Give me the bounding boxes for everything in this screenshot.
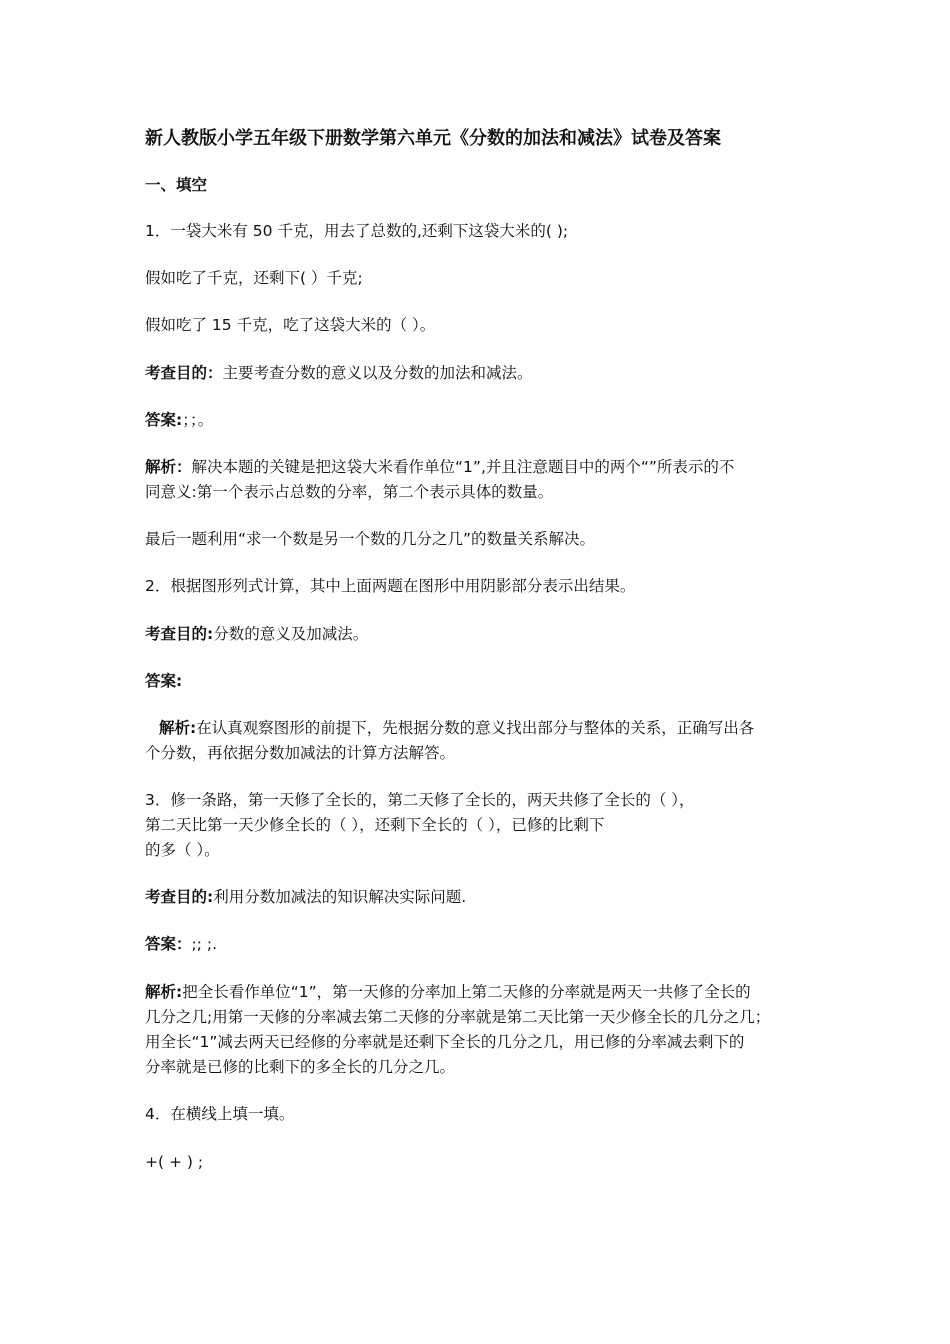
q3-purpose xyxy=(145,884,466,910)
section-heading-fill-blank: 一、填空 xyxy=(145,176,208,194)
q3-analysis-label: 解析: xyxy=(145,983,183,1001)
q2-analysis-label: 解析: xyxy=(159,719,197,737)
q2-purpose-label: 考查目的: xyxy=(145,625,214,643)
q3-analysis-line-4: 分率就是已修的比剩下的多全长的几分之几。 xyxy=(145,1058,456,1076)
q3-answer xyxy=(145,931,217,957)
q3-line-3: 的多（ ）。 xyxy=(145,841,220,859)
q3-line-1: 3．修一条路，第一天修了全长的，第二天修了全长的，两天共修了全长的（ ）， xyxy=(145,791,695,809)
q1-analysis-line-3: 最后一题利用“求一个数是另一个数的几分之几”的数量关系解决。 xyxy=(145,530,596,548)
q1-line-1: 1．一袋大米有 50 千克，用去了总数的,还剩下这袋大米的( ); xyxy=(145,222,569,240)
q3-analysis-line-3: 用全长“1”减去两天已经修的分率就是还剩下全长的几分之几，用已修的分率减去剩下的 xyxy=(145,1033,745,1051)
q2-purpose-text: 分数的意义及加减法。 xyxy=(213,625,369,643)
q1-line-2: 假如吃了千克，还剩下( ）千克; xyxy=(145,269,363,287)
q1-analysis-label: 解析： xyxy=(145,458,192,476)
q3-purpose-label: 考查目的: xyxy=(145,888,214,906)
q2-analysis-line-1: 在认真观察图形的前提下，先根据分数的意义找出部分与整体的关系，正确写出各 xyxy=(196,719,755,737)
q3-analysis-line-1: 把全长看作单位“1”，第一天修的分率加上第二天修的分率就是两天一共修了全长的 xyxy=(182,983,751,1001)
page-title: 新人教版小学五年级下册数学第六单元《分数的加法和减法》试卷及答案 xyxy=(145,128,721,149)
q3-answer-text: ;; ;. xyxy=(191,935,218,953)
q4-line-2: +( + ) ; xyxy=(145,1153,204,1171)
q1-purpose xyxy=(145,360,533,386)
q2-analysis-line-2: 个分数，再依据分数加减法的计算方法解答。 xyxy=(145,744,456,762)
q3-analysis-line-2: 几分之几;用第一天修的分率减去第二天修的分率就是第二天比第一天少修全长的几分之几； xyxy=(145,1008,771,1026)
q1-answer xyxy=(145,407,213,433)
q1-line-3: 假如吃了 15 千克，吃了这袋大米的（ ）。 xyxy=(145,316,436,334)
q2-answer-label: 答案: xyxy=(145,672,183,690)
q3-analysis xyxy=(145,979,751,1005)
q3-line-2: 第二天比第一天少修全长的（ ），还剩下全长的（ ），已修的比剩下 xyxy=(145,816,605,834)
q2-line-1: 2．根据图形列式计算，其中上面两题在图形中用阴影部分表示出结果。 xyxy=(145,577,636,595)
q1-purpose-text: 主要考查分数的意义以及分数的加法和减法。 xyxy=(222,364,533,382)
q2-analysis xyxy=(159,715,754,741)
q4-line-1: 4．在横线上填一填。 xyxy=(145,1105,295,1123)
q2-purpose xyxy=(145,621,368,647)
q1-analysis-line-2: 同意义:第一个表示占总数的分率，第二个表示具体的数量。 xyxy=(145,483,554,501)
q1-answer-label: 答案: xyxy=(145,411,183,429)
q1-analysis xyxy=(145,454,734,480)
q1-analysis-line-1: 解决本题的关键是把这袋大米看作单位“1”,并且注意题目中的两个“”所表示的不 xyxy=(191,458,735,476)
q3-purpose-text: 利用分数加减法的知识解决实际问题. xyxy=(213,888,467,906)
q1-purpose-label: 考查目的： xyxy=(145,364,223,382)
q3-answer-label: 答案： xyxy=(145,935,192,953)
q1-answer-text: ；；。 xyxy=(182,411,214,429)
